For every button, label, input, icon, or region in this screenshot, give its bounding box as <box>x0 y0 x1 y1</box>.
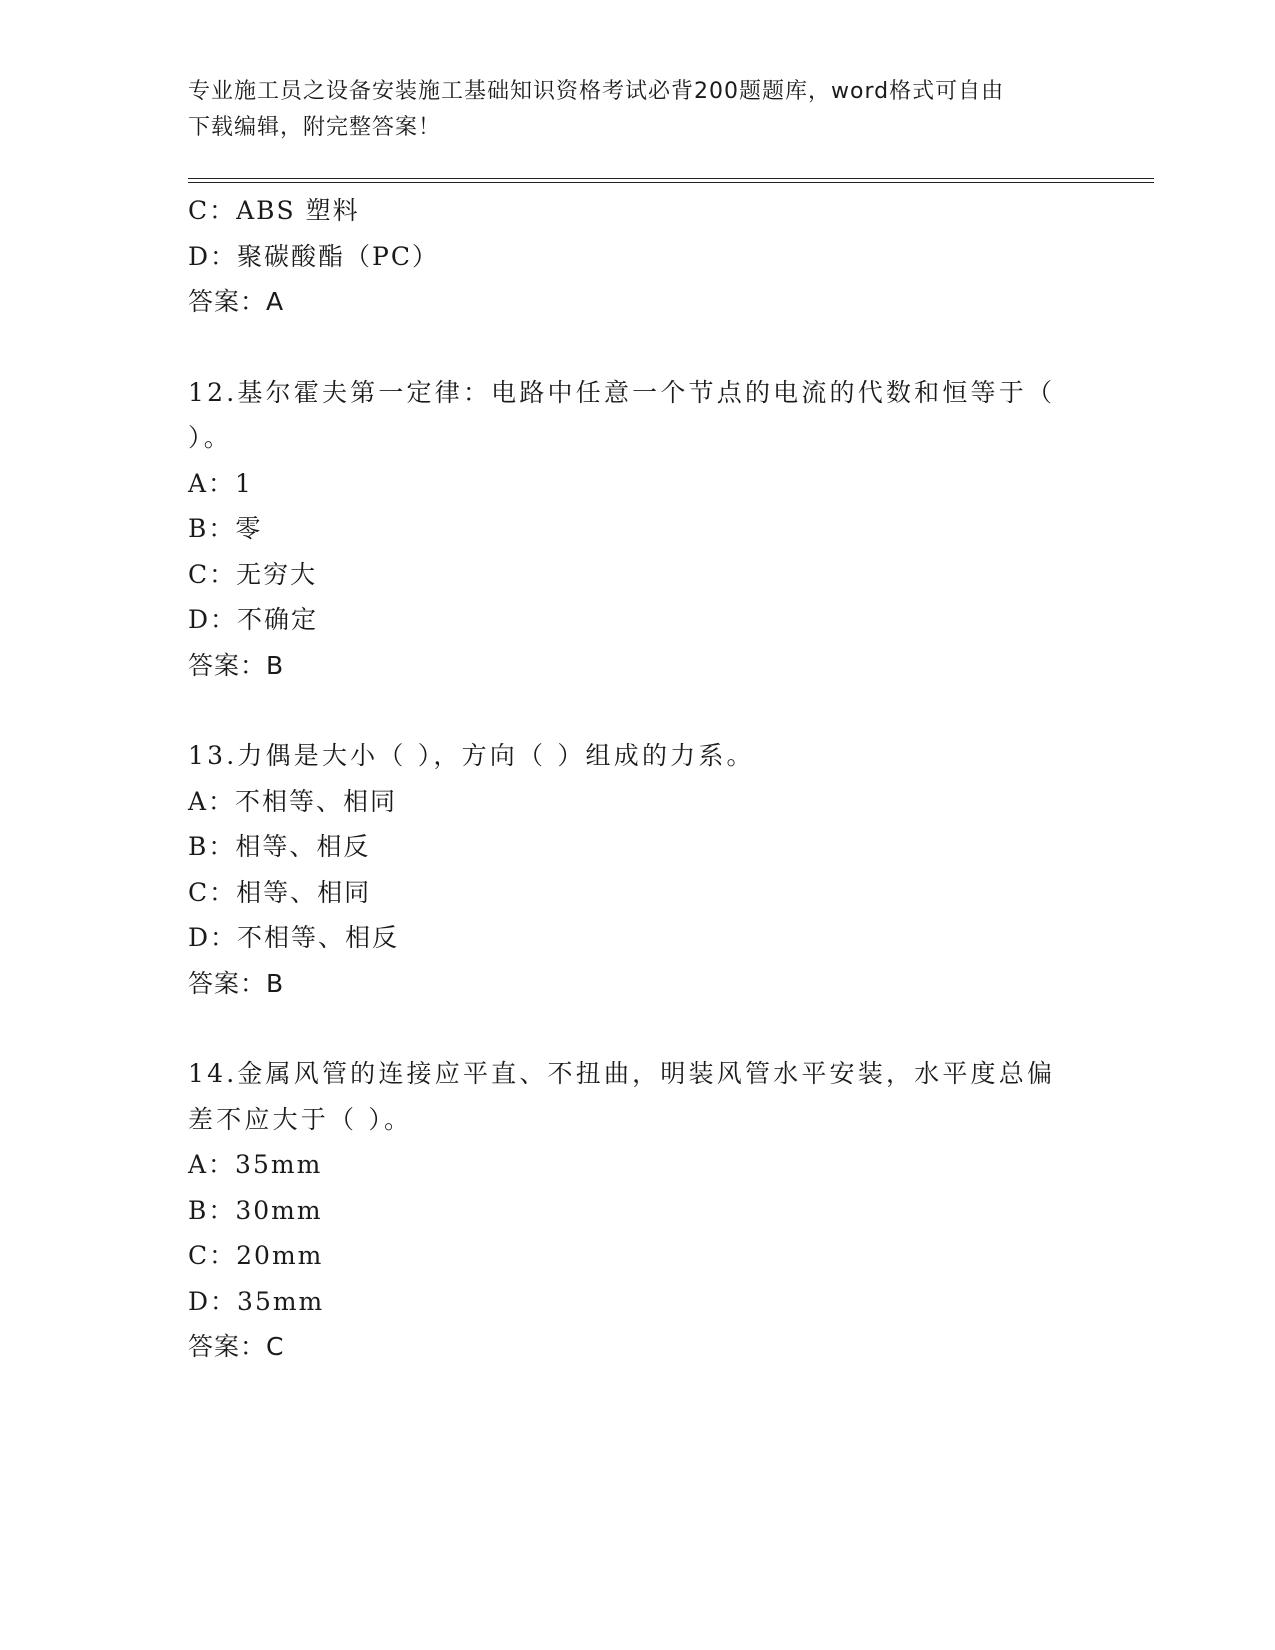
header-title-line-2: 下载编辑，附完整答案！ <box>188 115 442 140</box>
option-b: B：相等、相反 <box>188 832 371 861</box>
header-divider <box>188 178 1154 183</box>
option-a: A：不相等、相同 <box>188 786 398 816</box>
option-b: B：零 <box>188 514 263 543</box>
option-a: A：35mm <box>188 1150 323 1179</box>
answer: 答案：A <box>188 287 285 316</box>
question-stem-line-1: 14.金属风管的连接应平直、不扭曲，明装风管水平安装，水平度总偏 <box>188 1059 1056 1088</box>
question-stem-line-2: ）。 <box>188 423 232 452</box>
answer: 答案：B <box>188 650 285 680</box>
option-c: C：ABS 塑料 <box>188 196 360 225</box>
question-14 <box>188 1051 1088 1370</box>
option-c: C：无穷大 <box>188 559 318 589</box>
question-stem-line-1: 12.基尔霍夫第一定律：电路中任意一个节点的电流的代数和恒等于（ <box>188 377 1056 407</box>
option-c: C：相等、相同 <box>188 877 372 907</box>
option-b: B：30mm <box>188 1195 323 1225</box>
header-title-line-1: 专业施工员之设备安装施工基础知识资格考试必背200题题库，word格式可自由 <box>188 79 1005 104</box>
option-d: D：聚碳酸酯（PC） <box>188 241 439 271</box>
question-stem-line-1: 13.力偶是大小（ ），方向（ ）组成的力系。 <box>188 741 755 770</box>
document-header <box>188 74 1088 146</box>
option-a: A：1 <box>188 468 253 498</box>
question-12 <box>188 370 1088 689</box>
answer: 答案：B <box>188 968 285 998</box>
option-d: D：35mm <box>188 1286 325 1316</box>
option-d: D：不确定 <box>188 605 319 634</box>
question-11-tail <box>188 188 1088 325</box>
option-c: C：20mm <box>188 1241 324 1270</box>
question-13 <box>188 733 1088 1006</box>
answer: 答案：C <box>188 1332 285 1361</box>
question-content <box>188 188 1088 1370</box>
option-d: D：不相等、相反 <box>188 923 400 952</box>
question-stem-line-2: 差不应大于（ ）。 <box>188 1104 413 1134</box>
